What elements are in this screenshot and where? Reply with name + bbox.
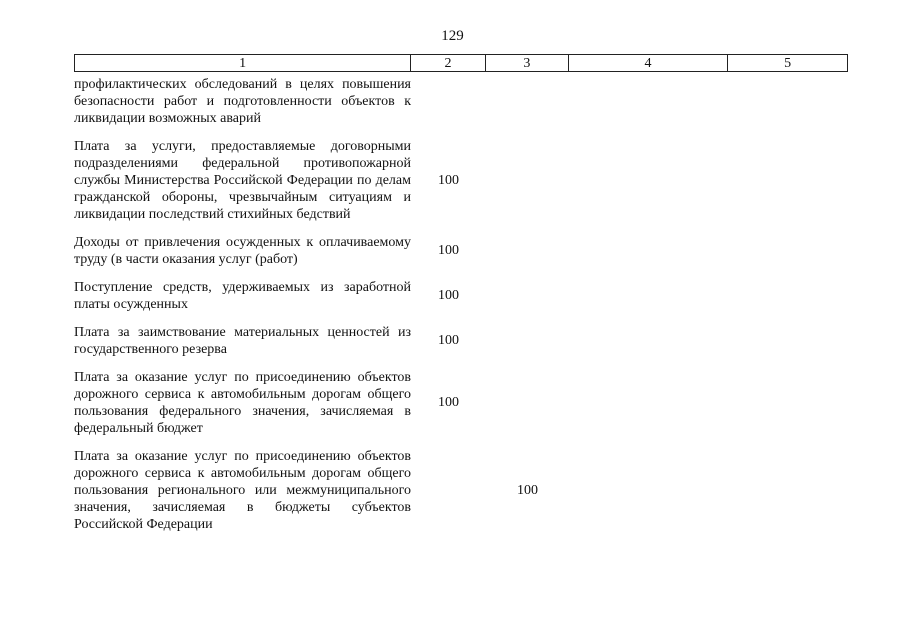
header-col-4: 4 — [569, 55, 729, 71]
row-col3-value — [486, 234, 569, 268]
header-col-2: 2 — [411, 55, 486, 71]
table-row — [74, 138, 848, 223]
row-col3-value: 100 — [517, 482, 538, 498]
header-col-5: 5 — [784, 56, 792, 71]
row-description: профилактических обследований в целях повышения безопасности работ и подготовленности объектов к ликвидации возможных аварий — [74, 77, 411, 126]
table-row — [74, 234, 848, 268]
row-col2-value: 100 — [438, 172, 459, 188]
table-header — [74, 54, 848, 72]
table-row — [74, 369, 848, 437]
row-col3-value — [486, 138, 569, 223]
row-description: Плата за оказание услуг по присоединению объектов дорожного сервиса к автомобильным дорогам общего пользования федерального значения, зачисляемая в федеральный бюджет — [74, 370, 411, 436]
row-col3-value — [486, 279, 569, 313]
row-description: Плата за заимствование материальных ценностей из государственного резерва — [74, 325, 411, 357]
header-col-3: 3 — [486, 55, 569, 71]
row-description: Поступление средств, удерживаемых из заработной платы осужденных — [74, 280, 411, 312]
row-col2-value — [411, 76, 486, 127]
row-col2-value: 100 — [438, 333, 459, 348]
table-row — [74, 76, 848, 127]
page-number: 129 — [441, 28, 464, 44]
row-col2-value: 100 — [438, 395, 459, 410]
row-col3-value — [486, 76, 569, 127]
table-row — [74, 324, 848, 358]
row-col2-value — [411, 448, 486, 533]
row-col2-value: 100 — [438, 243, 459, 258]
row-col3-value — [486, 369, 569, 437]
header-col-1: 1 — [75, 55, 411, 71]
row-col2-value: 100 — [438, 288, 459, 303]
table-row — [74, 279, 848, 313]
table-body — [74, 76, 848, 544]
table-row — [74, 448, 848, 533]
row-description: Плата за услуги, предоставляемые договорными подразделениями федеральной противопожарной службы Министерства Российской Федерации по делам гражданской обороны, чрезвычайным ситуациям и ликвидации последствий стихийных бедствий — [74, 139, 411, 222]
row-description: Доходы от привлечения осужденных к оплачиваемому труду (в части оказания услуг (работ) — [74, 235, 411, 267]
row-col3-value — [486, 324, 569, 358]
row-description: Плата за оказание услуг по присоединению объектов дорожного сервиса к автомобильным дорогам общего пользования регионального или межмуниципального значения, зачисляемая в бюджеты субъектов Российской Федерации — [74, 449, 411, 532]
